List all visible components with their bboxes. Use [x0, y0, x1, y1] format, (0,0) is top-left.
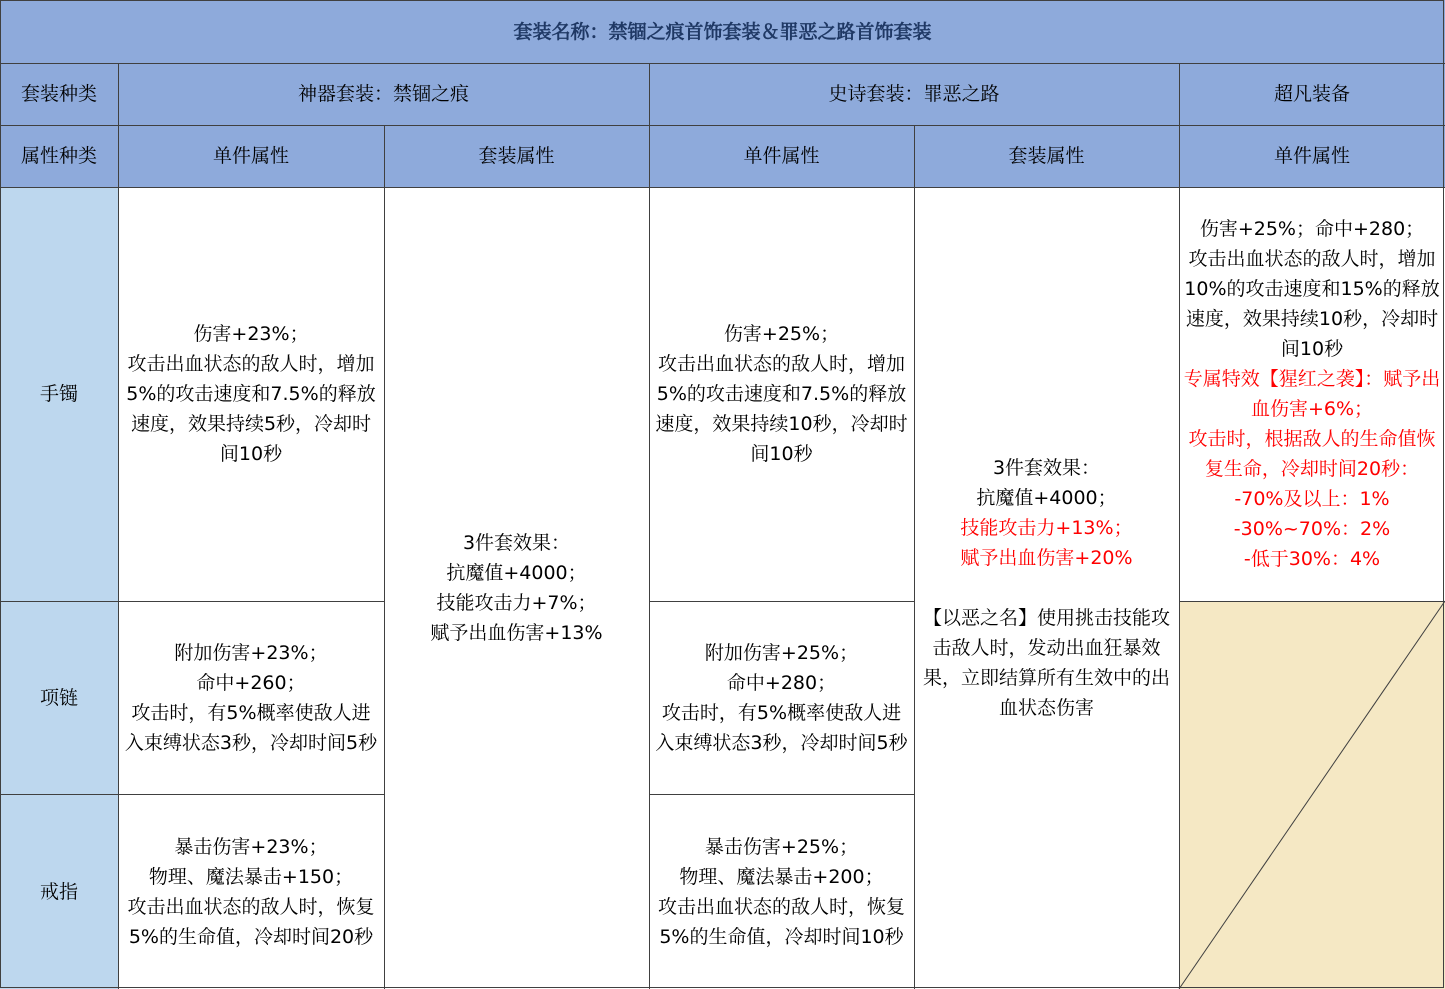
table-title: 套装名称：禁锢之痕首饰套装＆罪恶之路首饰套装 — [0, 0, 1445, 63]
header-epic-set-attr: 套装属性 — [914, 125, 1179, 187]
row-label-necklace: 项链 — [0, 601, 118, 794]
artifact-necklace-attr: 附加伤害+23%； 命中+260； 攻击时，有5%概率使敌人进入束缚状态3秒，冷却时间5秒 — [118, 601, 384, 794]
header-artifact-set: 神器套装：禁锢之痕 — [118, 63, 649, 125]
artifact-ring-attr: 暴击伤害+23%； 物理、魔法暴击+150； 攻击出血状态的敌人时，恢复5%的生命值，冷却时间20秒 — [118, 794, 384, 989]
transcendent-empty-cell — [1179, 601, 1445, 989]
epic-bracelet-attr: 伤害+25%； 攻击出血状态的敌人时，增加5%的攻击速度和7.5%的释放速度，效果持续10秒，冷却时间10秒 — [649, 187, 914, 601]
header-artifact-set-attr: 套装属性 — [384, 125, 649, 187]
header-transcendent-single: 单件属性 — [1179, 125, 1445, 187]
header-set-type-label: 套装种类 — [0, 63, 118, 125]
row-label-ring: 戒指 — [0, 794, 118, 989]
header-epic-set: 史诗套装：罪恶之路 — [649, 63, 1179, 125]
header-artifact-single: 单件属性 — [118, 125, 384, 187]
epic-ring-attr: 暴击伤害+25%； 物理、魔法暴击+200； 攻击出血状态的敌人时，恢复5%的生命值，冷却时间10秒 — [649, 794, 914, 989]
transcendent-bracelet-attr: 伤害+25%；命中+280； 攻击出血状态的敌人时，增加10%的攻击速度和15%的释放速度，效果持续10秒，冷却时间10秒 专属特效【猩红之袭】：赋予出血伤害+6%； 攻击时，根据敌人的生命值恢复生命，冷却时间20秒： -70%及以上：1% -30%~70%：2% -低于30%：4% — [1179, 187, 1445, 601]
epic-necklace-attr: 附加伤害+25%； 命中+280； 攻击时，有5%概率使敌人进入束缚状态3秒，冷却时间5秒 — [649, 601, 914, 794]
epic-set-attr: 3件套效果： 抗魔值+4000； 技能攻击力+13%； 赋予出血伤害+20% 【以恶之名】使用挑击技能攻击敌人时，发动出血狂暴效果，立即结算所有生效中的出血状态伤害 — [914, 187, 1179, 989]
header-epic-single: 单件属性 — [649, 125, 914, 187]
artifact-set-attr: 3件套效果： 抗魔值+4000； 技能攻击力+7%； 赋予出血伤害+13% — [384, 187, 649, 989]
header-transcendent: 超凡装备 — [1179, 63, 1445, 125]
artifact-bracelet-attr: 伤害+23%； 攻击出血状态的敌人时，增加5%的攻击速度和7.5%的释放速度，效果持续5秒，冷却时间10秒 — [118, 187, 384, 601]
header-attr-type-label: 属性种类 — [0, 125, 118, 187]
row-label-bracelet: 手镯 — [0, 187, 118, 601]
